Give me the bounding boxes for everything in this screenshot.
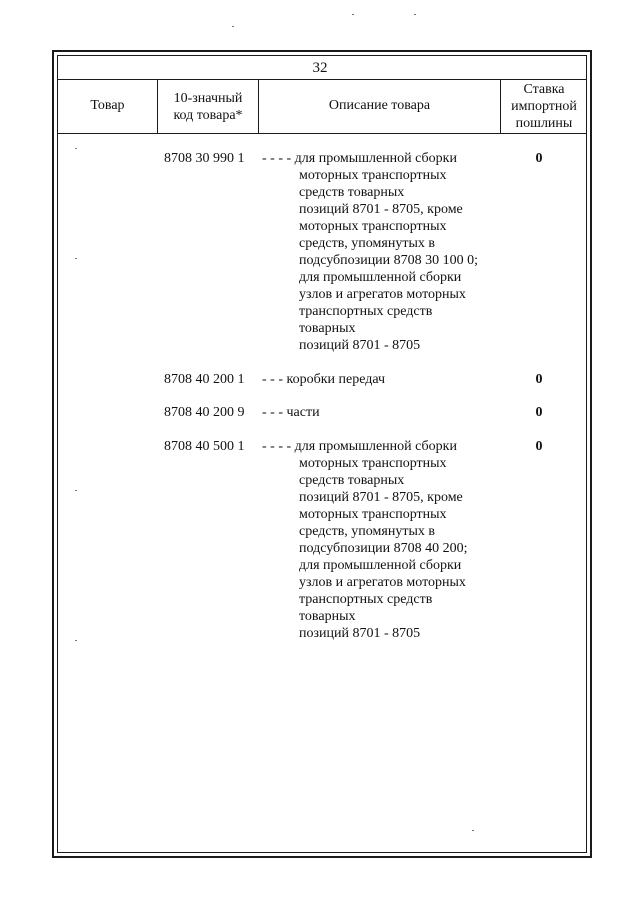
header-code [158, 90, 258, 124]
scan-speck [75, 640, 77, 641]
page-number: 32 [312, 60, 328, 76]
row-2-dashes: - - - [262, 372, 283, 387]
header-goods-label: Товар [90, 98, 125, 113]
row-4-desc-line-9: узлов и агрегатов моторных [299, 575, 466, 590]
row-4-code: 8708 40 500 1 [164, 439, 245, 454]
header-top-rule [57, 79, 587, 80]
row-2-desc-line-1: - - - коробки передач [262, 372, 386, 387]
row-3-code: 8708 40 200 9 [164, 405, 245, 420]
row-1-desc-line-9: узлов и агрегатов моторных [299, 287, 466, 302]
row-1-desc-line-3: средств товарных [299, 185, 405, 200]
row-2-code: 8708 40 200 1 [164, 372, 245, 387]
scan-speck [75, 148, 77, 149]
row-1-desc-line-2: моторных транспортных [299, 168, 447, 183]
row-4-desc-line-2: моторных транспортных [299, 456, 447, 471]
header-description [259, 97, 500, 114]
row-1-desc-line-4: позиций 8701 - 8705, кроме [299, 202, 463, 217]
scan-speck [75, 258, 77, 259]
row-4-desc-line-3: средств товарных [299, 473, 405, 488]
header-code-line1: 10-значный [173, 91, 243, 106]
row-1-desc-line-11: товарных [299, 321, 356, 336]
row-4-dashes: - - - - [262, 439, 292, 454]
row-4-description [262, 438, 468, 642]
header-rate [501, 81, 587, 132]
row-2-description [262, 371, 385, 388]
row-4-desc-line-1: - - - - для промышленной сборки [262, 439, 457, 454]
header-bottom-rule [57, 133, 587, 134]
row-1-desc-line-6: средств, упомянутых в [299, 236, 435, 251]
scan-speck [472, 830, 474, 831]
row-3-desc-line-1: - - - части [262, 405, 320, 420]
row-3-dashes: - - - [262, 405, 283, 420]
row-1-desc-line-5: моторных транспортных [299, 219, 447, 234]
header-goods [58, 97, 157, 114]
row-4-rate: 0 [535, 439, 543, 454]
row-4-desc-line-7: подсубпозиции 8708 40 200; [299, 541, 468, 556]
row-1-rate: 0 [535, 151, 543, 166]
row-3-rate: 0 [535, 405, 543, 420]
row-4-desc-line-5: моторных транспортных [299, 507, 447, 522]
row-1-code: 8708 30 990 1 [164, 151, 245, 166]
scan-speck [352, 14, 354, 15]
row-4-desc-line-11: товарных [299, 609, 356, 624]
row-1-dashes: - - - - [262, 151, 292, 166]
row-4-desc-line-8: для промышленной сборки [299, 558, 462, 573]
row-1-desc-line-1: - - - - для промышленной сборки [262, 151, 457, 166]
row-4-desc-line-12: позиций 8701 - 8705 [299, 626, 421, 641]
header-rate-line1: Ставка [523, 82, 565, 97]
header-code-line2: код товара* [173, 108, 243, 123]
row-2-rate: 0 [535, 372, 543, 387]
header-rate-line3: пошлины [515, 116, 573, 131]
header-description-label: Описание товара [328, 98, 431, 113]
row-1-desc-line-8: для промышленной сборки [299, 270, 462, 285]
row-4-desc-line-10: транспортных средств [299, 592, 433, 607]
scan-speck [414, 14, 416, 15]
row-4-desc-line-6: средств, упомянутых в [299, 524, 435, 539]
row-4-desc-line-4: позиций 8701 - 8705, кроме [299, 490, 463, 505]
row-1-desc-line-12: позиций 8701 - 8705 [299, 338, 421, 353]
scan-speck [75, 490, 77, 491]
header-rate-line2: импортной [511, 99, 577, 114]
row-1-desc-line-7: подсубпозиции 8708 30 100 0; [299, 253, 479, 268]
scan-speck [232, 26, 234, 27]
row-1-desc-line-10: транспортных средств [299, 304, 433, 319]
row-1-description [262, 150, 478, 354]
row-3-description [262, 404, 320, 421]
